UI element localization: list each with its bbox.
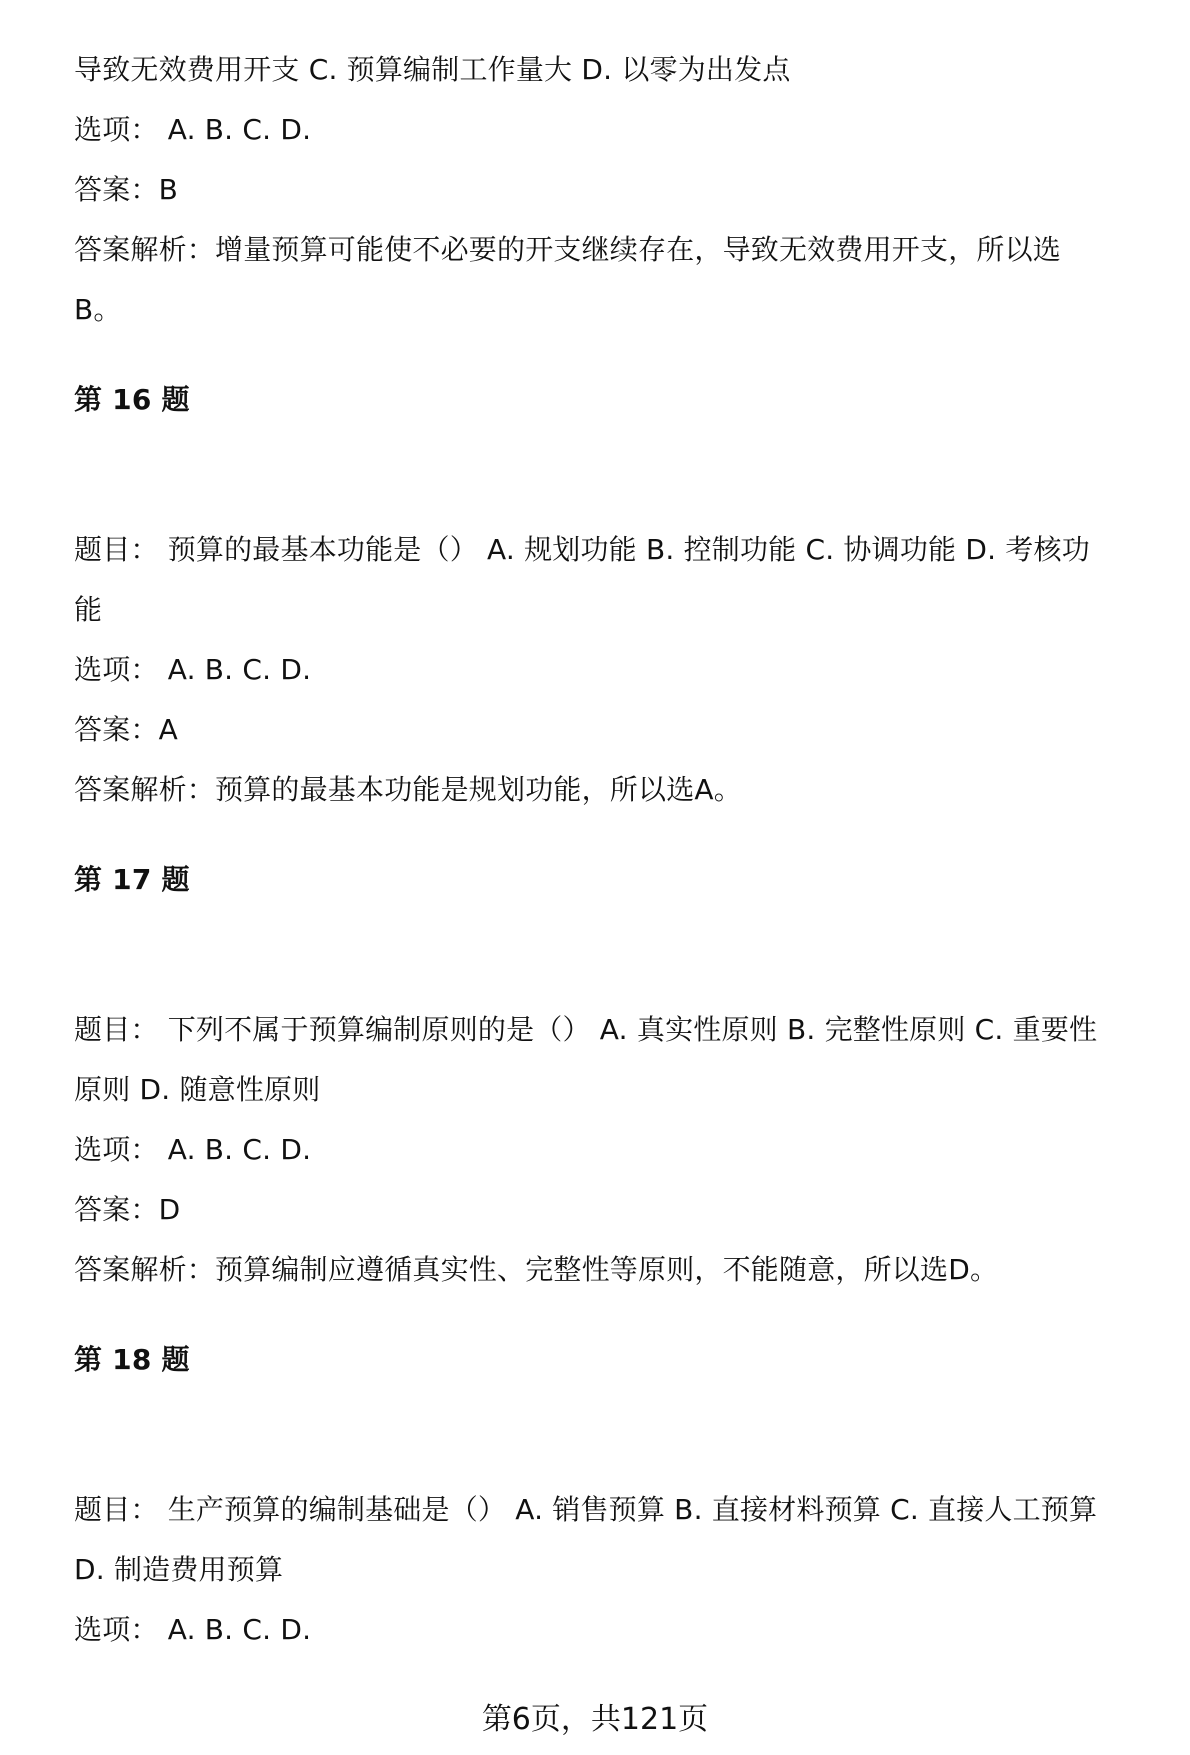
question-stem-continuation: 能 <box>74 593 103 626</box>
question-stem: 题目： 下列不属于预算编制原则的是（） A. 真实性原则 B. 完整性原则 C. 重要性 <box>74 1013 1098 1046</box>
answer-line: 答案：B <box>74 173 179 206</box>
answer-line: 答案：D <box>74 1193 181 1226</box>
options-line: 选项： A. B. C. D. <box>74 653 312 686</box>
question-heading: 第 17 题 <box>74 863 190 896</box>
question-stem: 题目： 预算的最基本功能是（） A. 规划功能 B. 控制功能 C. 协调功能 D. 考核功 <box>74 533 1090 566</box>
question-heading: 第 16 题 <box>74 383 190 416</box>
question-stem: 题目： 生产预算的编制基础是（） A. 销售预算 B. 直接材料预算 C. 直接人工预算 <box>74 1493 1098 1526</box>
options-line: 选项： A. B. C. D. <box>74 113 312 146</box>
analysis-line: 答案解析：增量预算可能使不必要的开支继续存在，导致无效费用开支，所以选 <box>74 233 1062 266</box>
question-stem-continuation: 原则 D. 随意性原则 <box>74 1073 321 1106</box>
analysis-line-continuation: B。 <box>74 293 122 326</box>
options-line: 选项： A. B. C. D. <box>74 1133 312 1166</box>
analysis-line: 答案解析：预算的最基本功能是规划功能，所以选A。 <box>74 773 742 806</box>
options-line: 选项： A. B. C. D. <box>74 1613 312 1646</box>
analysis-line: 答案解析：预算编制应遵循真实性、完整性等原则，不能随意，所以选D。 <box>74 1253 999 1286</box>
page-number-footer: 第6页，共121页 <box>481 1702 709 1737</box>
question-stem-continuation: D. 制造费用预算 <box>74 1553 284 1586</box>
question-stem-continuation: 导致无效费用开支 C. 预算编制工作量大 D. 以零为出发点 <box>74 53 791 86</box>
answer-line: 答案：A <box>74 713 178 746</box>
question-heading: 第 18 题 <box>74 1343 190 1376</box>
